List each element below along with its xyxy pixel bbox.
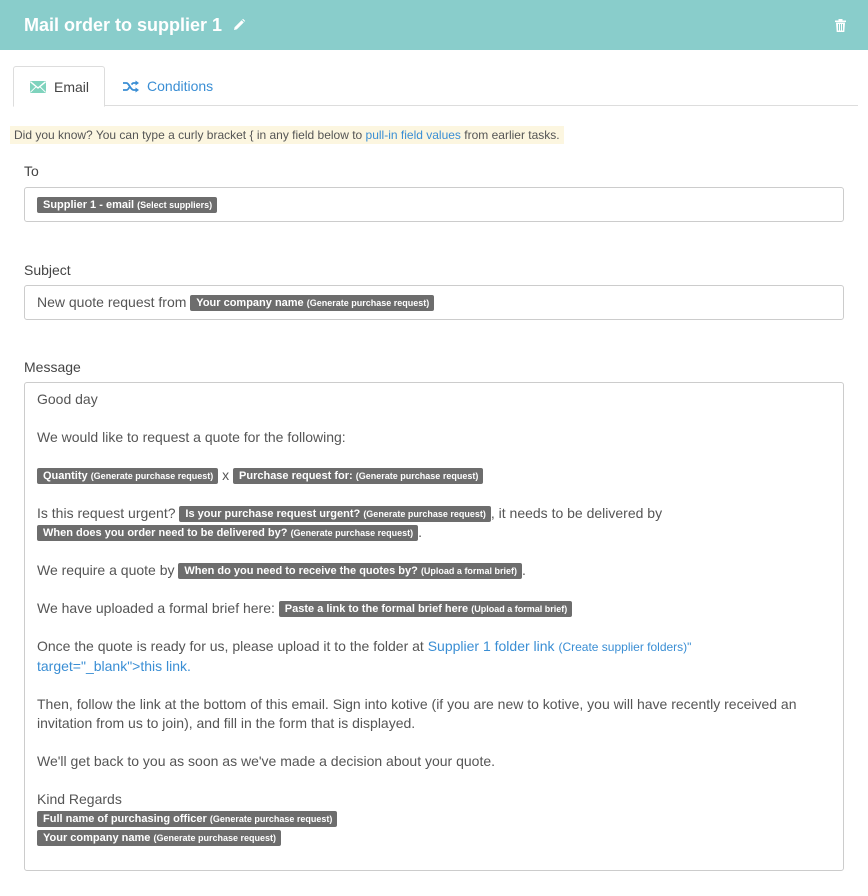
- upload-text: Once the quote is ready for us, please upload it to the folder at: [37, 638, 424, 654]
- tag-name: Your company name: [196, 297, 304, 309]
- envelope-icon: [30, 81, 46, 93]
- field-tag[interactable]: [190, 295, 434, 311]
- folder-link-source: (Create supplier folders)": [558, 640, 692, 654]
- tab-email-label: Email: [54, 78, 90, 95]
- hint-banner: [10, 126, 564, 144]
- tag-name: Quantity: [43, 470, 88, 482]
- subject-input[interactable]: [24, 285, 844, 320]
- quote-by-after-text: .: [521, 562, 526, 578]
- field-tag[interactable]: [37, 468, 218, 484]
- regards-line: Kind Regards: [37, 791, 122, 807]
- tag-name: When do you need to receive the quotes by?: [184, 565, 418, 577]
- tag-source: (Generate purchase request): [363, 509, 486, 519]
- follow-line: Then, follow the link at the bottom of this email. Sign into kotive (if you are new to kotive, you will have recently received an invitation from us to join), and fill in the form that is displayed.: [37, 696, 797, 731]
- tag-name: When does you order need to be delivered by?: [43, 527, 288, 539]
- message-field-group: [24, 359, 844, 871]
- hint-text: Did you know? You can type a curly bracket { in any field below to: [14, 128, 366, 142]
- shuffle-icon: [123, 80, 139, 93]
- pull-in-field-values-link[interactable]: pull-in field values: [365, 128, 461, 142]
- tag-source: (Upload a formal brief): [420, 566, 517, 576]
- to-label: To: [24, 163, 39, 179]
- folder-link-name: Supplier 1 folder link: [427, 638, 555, 654]
- tab-conditions[interactable]: [105, 66, 228, 106]
- subject-text: New quote request from: [37, 294, 187, 310]
- to-input[interactable]: [24, 187, 844, 222]
- brief-text: We have uploaded a formal brief here:: [37, 600, 275, 616]
- tag-name: Is your purchase request urgent?: [185, 508, 361, 520]
- field-tag[interactable]: [37, 525, 418, 541]
- tag-source: (Select suppliers): [137, 200, 213, 210]
- field-tag[interactable]: [179, 506, 490, 522]
- field-tag[interactable]: [37, 197, 217, 213]
- tag-source: (Generate purchase request): [290, 528, 414, 538]
- quote-by-text: We require a quote by: [37, 562, 175, 578]
- urgent-line: [37, 504, 831, 523]
- field-tag[interactable]: [233, 468, 483, 484]
- delivery-after-text: .: [418, 524, 422, 540]
- tag-name: Supplier 1 - email: [43, 199, 135, 211]
- field-tag[interactable]: [279, 601, 572, 617]
- to-field-group: [24, 163, 844, 222]
- tag-source: (Generate purchase request): [153, 833, 276, 843]
- message-label: Message: [24, 359, 81, 375]
- subject-label: Subject: [24, 262, 71, 278]
- subject-field-group: [24, 262, 844, 320]
- tag-source: (Generate purchase request): [306, 298, 430, 308]
- folder-link-rest: target="_blank">this link.: [37, 658, 191, 674]
- field-tag[interactable]: [37, 811, 337, 827]
- intro-line: We would like to request a quote for the following:: [37, 429, 346, 445]
- page-header: [0, 0, 868, 50]
- quote-by-line: [37, 561, 831, 580]
- field-tag[interactable]: [37, 830, 281, 846]
- urgent-text: Is this request urgent?: [37, 505, 176, 521]
- field-tag[interactable]: [178, 563, 522, 579]
- message-editor[interactable]: [24, 382, 844, 871]
- tab-email[interactable]: [13, 66, 105, 107]
- delivery-line: [37, 523, 831, 542]
- tag-name: Purchase request for:: [239, 470, 353, 482]
- tag-source: (Generate purchase request): [90, 471, 214, 481]
- company-line: [37, 828, 831, 847]
- hint-text-end: from earlier tasks.: [460, 128, 560, 142]
- trash-icon[interactable]: [835, 19, 846, 32]
- page-title: Mail order to supplier 1: [24, 14, 223, 35]
- title-wrap: [24, 15, 246, 36]
- tab-bar: [13, 66, 858, 106]
- pencil-icon[interactable]: [232, 18, 246, 32]
- tag-name: Full name of purchasing officer: [43, 813, 207, 825]
- urgent-after-text: , it needs to be delivered by: [490, 505, 663, 521]
- officer-line: [37, 809, 831, 828]
- tag-name: Your company name: [43, 832, 151, 844]
- tag-source: (Generate purchase request): [209, 814, 333, 824]
- upload-line: [37, 637, 831, 676]
- brief-line: [37, 599, 831, 618]
- quantity-line: [37, 466, 831, 485]
- tag-name: Paste a link to the formal brief here: [284, 603, 469, 615]
- getback-line: We'll get back to you as soon as we've made a decision about your quote.: [37, 753, 496, 769]
- tag-source: (Generate purchase request): [355, 471, 479, 481]
- tab-conditions-label: Conditions: [147, 78, 214, 94]
- tag-source: (Upload a formal brief): [471, 604, 568, 614]
- greeting: Good day: [37, 391, 98, 407]
- times-sign: x: [222, 467, 230, 483]
